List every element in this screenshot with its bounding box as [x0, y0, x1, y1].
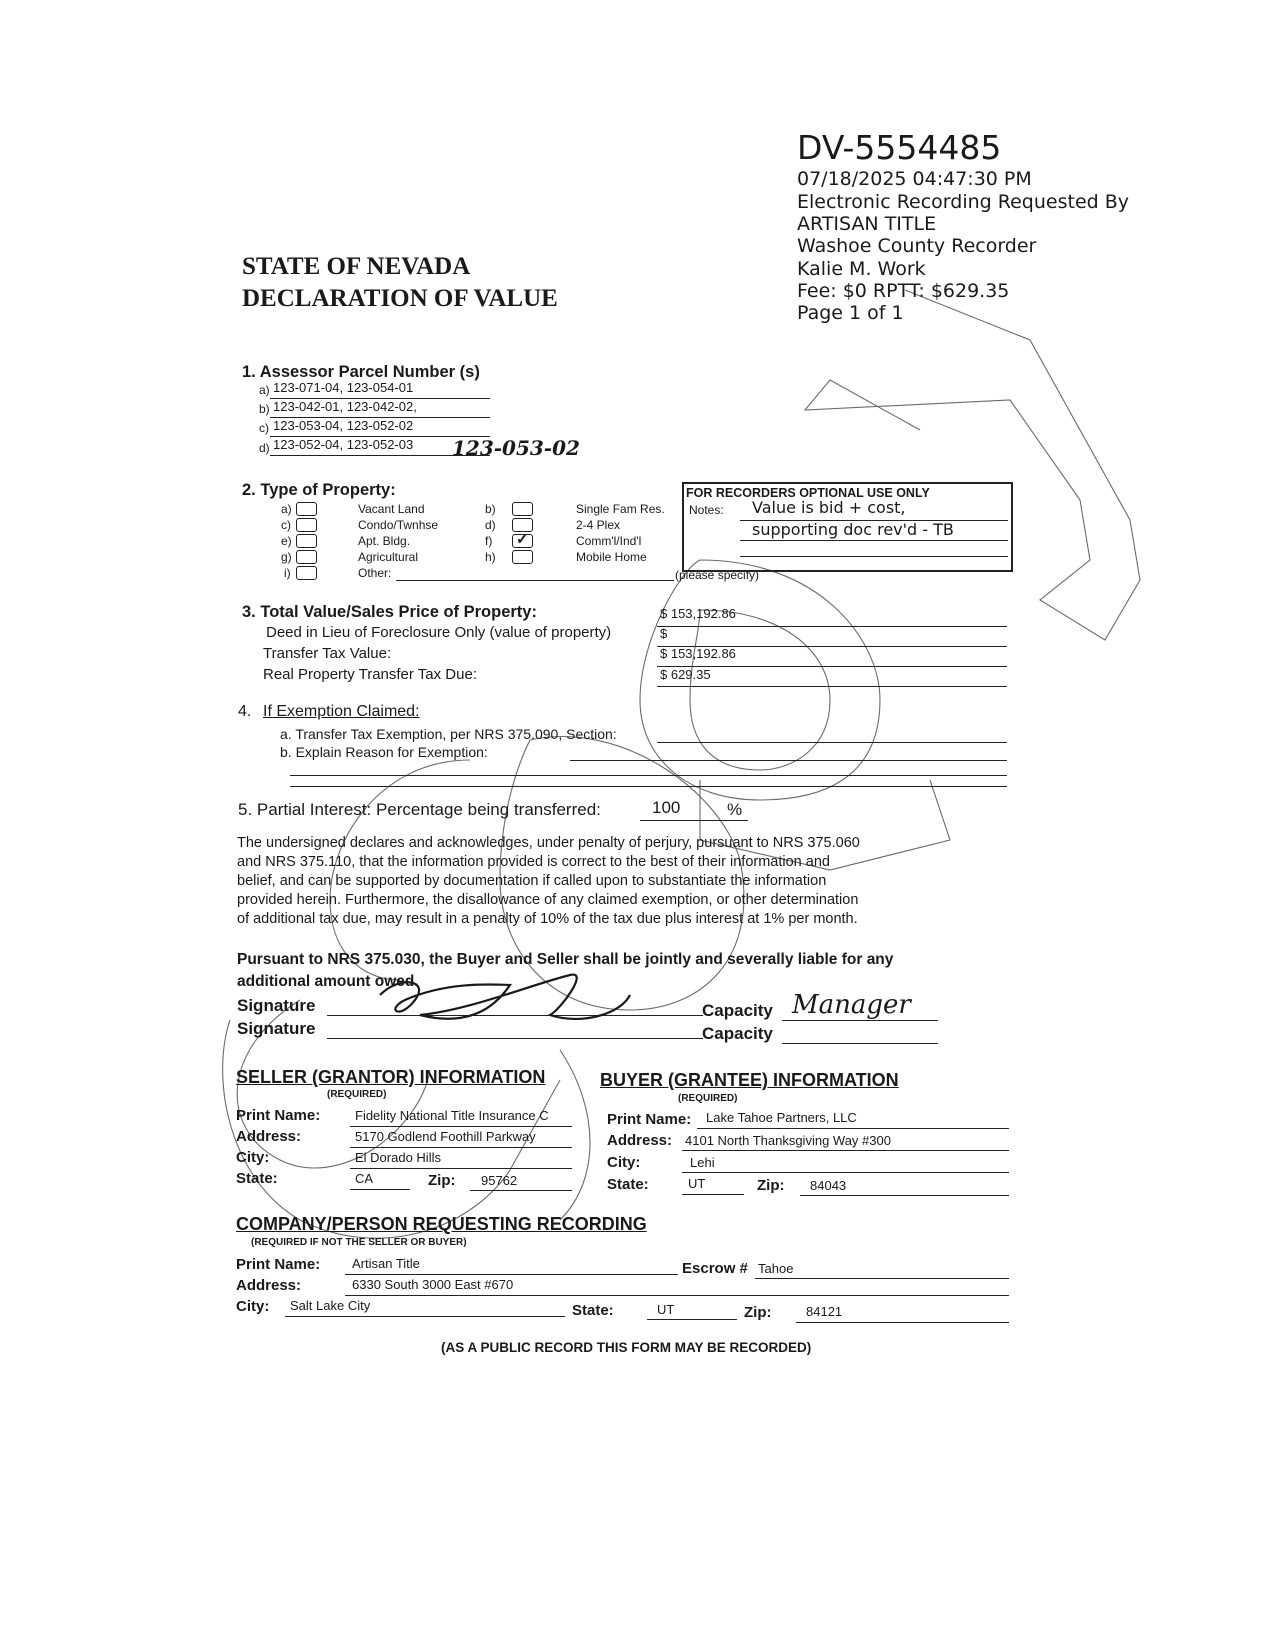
transfer-tax-value: $ 153,192.86	[660, 646, 736, 661]
type-letter-h: h)	[485, 550, 496, 564]
section1-heading: 1. Assessor Parcel Number (s)	[242, 363, 480, 381]
requester-address-label: Address:	[236, 1277, 302, 1294]
seller-address: 5170 Godlend Foothill Parkway	[355, 1129, 536, 1144]
buyer-state-label: State:	[607, 1176, 649, 1193]
notes-label: Notes:	[689, 503, 724, 517]
checkbox-apt-bldg[interactable]	[296, 534, 317, 548]
signature2-label: Signature	[237, 1019, 316, 1038]
tax-due-label: Real Property Transfer Tax Due:	[263, 666, 477, 683]
apn-value-a: 123-071-04, 123-054-01	[273, 380, 414, 395]
section4-number: 4.	[238, 703, 252, 720]
buyer-city-label: City:	[607, 1154, 641, 1171]
requester-state: UT	[657, 1302, 675, 1317]
check-mark-icon: ✓	[516, 531, 529, 548]
please-specify: (please specify)	[675, 568, 760, 582]
seller-heading: SELLER (GRANTOR) INFORMATION	[236, 1067, 546, 1087]
checkbox-condo[interactable]	[296, 518, 317, 532]
type-letter-b: b)	[485, 502, 496, 516]
declaration-paragraph	[237, 834, 937, 929]
declaration-line: provided herein. Furthermore, the disallowance of any claimed exemption, or other determination	[237, 892, 859, 908]
type-letter-a: a)	[281, 502, 292, 516]
requester-state-label: State:	[572, 1302, 614, 1319]
apn-label-c: c)	[259, 421, 269, 435]
seller-state: CA	[355, 1171, 374, 1186]
apn-label-a: a)	[259, 383, 270, 397]
type-label-single-fam: Single Fam Res.	[576, 502, 665, 516]
signature1-label: Signature	[237, 996, 316, 1015]
declaration-line: and NRS 375.110, that the information provided is correct to the best of their information and	[237, 854, 830, 870]
document-number: DV-5554485	[797, 128, 1002, 167]
buyer-heading: BUYER (GRANTEE) INFORMATION	[600, 1070, 899, 1090]
declaration-line: The undersigned declares and acknowledges, under penalty of perjury, pursuant to NRS 375.060	[237, 835, 860, 851]
seller-address-label: Address:	[236, 1128, 302, 1145]
note-line1: Value is bid + cost,	[752, 498, 906, 517]
declaration-line: belief, and can be supported by documentation if called upon to substantiate the information	[237, 873, 827, 889]
type-label-condo: Condo/Twnhse	[358, 518, 439, 532]
exemption-b: b. Explain Reason for Exemption:	[280, 744, 488, 760]
requester-zip: 84121	[806, 1304, 843, 1319]
apn-label-d: d)	[259, 441, 270, 455]
type-label-mobile-home: Mobile Home	[576, 550, 647, 564]
partial-interest-value: 100	[652, 798, 681, 817]
requester-name-label: Print Name:	[236, 1256, 321, 1273]
requester-name: ARTISAN TITLE	[797, 213, 937, 235]
checkbox-single-fam[interactable]	[512, 502, 533, 516]
total-value: $ 153,192.86	[660, 606, 736, 621]
type-letter-e: e)	[281, 534, 292, 548]
requester-zip-label: Zip:	[744, 1304, 772, 1321]
partial-interest-unit: %	[727, 800, 743, 819]
type-letter-d: d)	[485, 518, 496, 532]
escrow-label: Escrow #	[682, 1260, 748, 1277]
recorders-box-heading: FOR RECORDERS OPTIONAL USE ONLY	[686, 486, 930, 500]
form-title-line1: STATE OF NEVADA	[242, 253, 471, 280]
recorder-name: Kalie M. Work	[797, 258, 926, 280]
apn-value-c: 123-053-04, 123-052-02	[273, 418, 414, 433]
buyer-zip-label: Zip:	[757, 1177, 785, 1194]
requester-city: Salt Lake City	[290, 1298, 371, 1313]
liability-line1: Pursuant to NRS 375.030, the Buyer and Seller shall be jointly and severally liable for any	[237, 951, 894, 968]
recorder-office: Washoe County Recorder	[797, 235, 1037, 257]
type-letter-f: f)	[485, 534, 493, 548]
partial-interest-label: 5. Partial Interest: Percentage being transferred:	[238, 800, 601, 819]
apn-value-d: 123-052-04, 123-052-03	[273, 437, 414, 452]
checkbox-mobile-home[interactable]	[512, 550, 533, 564]
buyer-city: Lehi	[690, 1155, 715, 1170]
buyer-required: (REQUIRED)	[678, 1093, 738, 1104]
checkbox-other[interactable]	[296, 566, 317, 580]
section3-heading: 3. Total Value/Sales Price of Property:	[242, 603, 537, 621]
transfer-tax-label: Transfer Tax Value:	[263, 645, 392, 662]
tax-due-value: $ 629.35	[660, 667, 711, 682]
type-label-apt-bldg: Apt. Bldg.	[358, 534, 411, 548]
apn-value-b: 123-042-01, 123-042-02,	[273, 399, 417, 414]
buyer-name: Lake Tahoe Partners, LLC	[706, 1110, 857, 1125]
checkbox-agricultural[interactable]	[296, 550, 317, 564]
deed-value: $	[660, 626, 668, 641]
buyer-address: 4101 North Thanksgiving Way #300	[685, 1133, 891, 1148]
note-line2: supporting doc rev'd - TB	[752, 520, 954, 539]
fee-line: Fee: $0 RPTT: $629.35	[797, 280, 1010, 302]
requested-by-line: Electronic Recording Requested By	[797, 191, 1130, 213]
type-label-2-4-plex: 2-4 Plex	[576, 518, 621, 532]
declaration-line: of additional tax due, may result in a penalty of 10% of the tax due plus interest at 1% per month.	[237, 911, 858, 927]
seller-name-label: Print Name:	[236, 1107, 321, 1124]
seller-required: (REQUIRED)	[327, 1089, 387, 1100]
buyer-zip: 84043	[810, 1178, 847, 1193]
seller-name: Fidelity National Title Insurance C	[355, 1108, 549, 1123]
requester-city-label: City:	[236, 1298, 270, 1315]
capacity2-label: Capacity	[702, 1024, 773, 1043]
deed-label: Deed in Lieu of Foreclosure Only (value of property)	[266, 624, 612, 641]
capacity1-label: Capacity	[702, 1001, 773, 1020]
type-letter-i: i)	[284, 566, 291, 580]
recording-datetime: 07/18/2025 04:47:30 PM	[797, 168, 1032, 190]
type-label-commercial: Comm'l/Ind'l	[576, 534, 642, 548]
exemption-a: a. Transfer Tax Exemption, per NRS 375.090, Section:	[280, 726, 617, 742]
seller-zip-label: Zip:	[428, 1172, 456, 1189]
requester-required: (REQUIRED IF NOT THE SELLER OR BUYER)	[251, 1237, 467, 1248]
buyer-state: UT	[688, 1176, 706, 1191]
liability-line2: additional amount owed.	[237, 973, 419, 990]
requester-heading: COMPANY/PERSON REQUESTING RECORDING	[236, 1214, 647, 1234]
seller-city: El Dorado Hills	[355, 1150, 441, 1165]
requester-name: Artisan Title	[352, 1256, 420, 1271]
apn-label-b: b)	[259, 402, 270, 416]
type-label-other: Other:	[358, 566, 392, 580]
signature-scrawl	[360, 955, 660, 1035]
capacity1-value: Manager	[792, 990, 911, 1020]
checkbox-vacant-land[interactable]	[296, 502, 317, 516]
handwritten-apn: 123-053-02	[452, 436, 580, 460]
buyer-name-label: Print Name:	[607, 1111, 692, 1128]
seller-state-label: State:	[236, 1170, 278, 1187]
public-record-footer: (AS A PUBLIC RECORD THIS FORM MAY BE RECORDED)	[441, 1340, 812, 1355]
seller-zip: 95762	[481, 1173, 518, 1188]
section4-heading: If Exemption Claimed:	[263, 703, 420, 720]
form-title-line2: DECLARATION OF VALUE	[242, 285, 558, 312]
requester-address: 6330 South 3000 East #670	[352, 1277, 514, 1292]
type-label-vacant-land: Vacant Land	[358, 502, 425, 516]
seller-city-label: City:	[236, 1149, 270, 1166]
page-count: Page 1 of 1	[797, 302, 904, 324]
buyer-address-label: Address:	[607, 1132, 673, 1149]
escrow-value: Tahoe	[758, 1261, 794, 1276]
type-label-agricultural: Agricultural	[358, 550, 419, 564]
section2-heading: 2. Type of Property:	[242, 481, 396, 499]
type-letter-c: c)	[281, 518, 291, 532]
type-letter-g: g)	[281, 550, 292, 564]
